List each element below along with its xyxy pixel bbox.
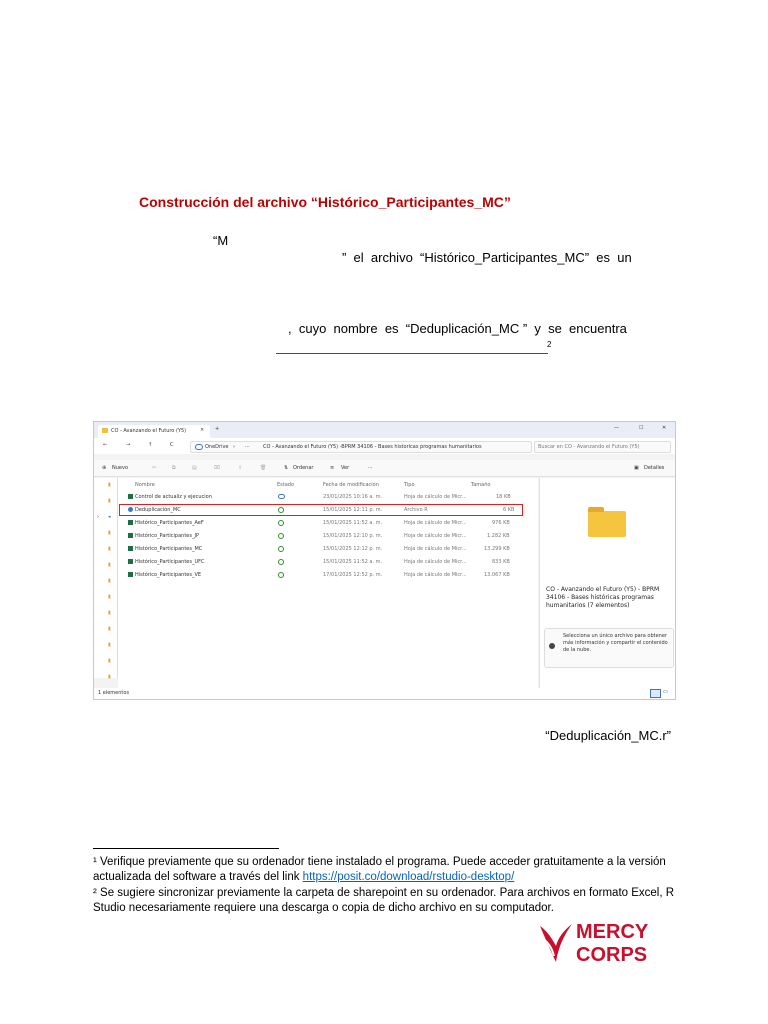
file-name: Histórico_Participantes_MC: [135, 546, 203, 552]
new-button[interactable]: Nuevo: [112, 465, 129, 471]
file-type: Hoja de cálculo de Micr...: [404, 546, 467, 552]
details-button[interactable]: Detalles: [644, 465, 665, 471]
rstudio-download-link[interactable]: https://posit.co/download/rstudio-desktop/: [302, 871, 515, 883]
folder-preview-icon: [588, 511, 626, 537]
file-size: 6 KB: [503, 507, 515, 513]
status-item-count: 1 elementos: [98, 690, 130, 696]
status-bar: [94, 688, 675, 699]
column-header-size[interactable]: Tamaño: [471, 482, 491, 488]
file-type: Hoja de cálculo de Micr...: [404, 572, 467, 578]
explorer-titlebar: [94, 422, 675, 438]
rename-icon[interactable]: ⌧: [214, 465, 220, 471]
back-arrow-icon[interactable]: ←: [103, 442, 108, 448]
details-view-icon[interactable]: [650, 689, 661, 698]
file-type: Hoja de cálculo de Micr...: [404, 494, 467, 500]
synced-check-icon: [278, 559, 284, 565]
excel-file-icon: [128, 533, 133, 538]
search-box[interactable]: [534, 441, 671, 453]
footnote-separator: [93, 848, 279, 849]
file-size: 833 KB: [492, 559, 510, 565]
file-name: Histórico_Participantes_VE: [135, 572, 202, 578]
nav-folder-icon: ▮: [108, 658, 111, 664]
file-row[interactable]: [118, 570, 538, 582]
nav-folder-icon: ▮: [108, 530, 111, 536]
nav-folder-icon: ▮: [108, 498, 111, 504]
excel-file-icon: [128, 559, 133, 564]
file-date: 17/01/2025 12:52 p. m.: [323, 572, 383, 578]
explorer-navbar: [94, 438, 675, 454]
file-type: Hoja de cálculo de Micr...: [404, 533, 467, 539]
tab-close-icon[interactable]: ×: [200, 427, 205, 433]
synced-check-icon: [278, 533, 284, 539]
share-icon[interactable]: ⇪: [238, 465, 243, 471]
file-date: 15/01/2025 12:12 p. m.: [323, 546, 383, 552]
refresh-icon[interactable]: C: [170, 442, 174, 448]
hyperlink-underline: [276, 353, 548, 354]
synced-check-icon: [278, 572, 284, 578]
nav-folder-icon: ▮: [108, 674, 111, 680]
file-date: 15/01/2025 11:52 a. m.: [323, 520, 383, 526]
column-header-status[interactable]: Estado: [277, 482, 295, 488]
more-options-button[interactable]: ···: [368, 465, 373, 471]
nav-folder-icon: ▮: [108, 642, 111, 648]
file-size: 1.282 KB: [487, 533, 510, 539]
up-arrow-icon[interactable]: ↑: [148, 442, 153, 448]
delete-icon[interactable]: 🗑: [260, 465, 267, 471]
onedrive-cloud-icon: [195, 444, 203, 450]
navigation-pane[interactable]: [94, 478, 118, 678]
file-name: Deduplicación_MC: [135, 507, 181, 513]
sort-icon: ⇅: [284, 465, 289, 471]
nav-folder-icon: ▮: [108, 578, 111, 584]
details-info-text: Selecciona un único archivo para obtener más información y compartir el contenido de la nube.: [563, 633, 668, 653]
breadcrumb-separator: ›: [233, 444, 235, 450]
file-row[interactable]: [118, 557, 538, 569]
footnote-2: ² Se sugiere sincronizar previamente la carpeta de sharepoint en su ordenador. Para archivos en formato Excel, R Studio necesariamente requiere una descarga o copia de dicho archivo en su computador.: [93, 887, 675, 914]
file-row[interactable]: [118, 492, 538, 504]
excel-file-icon: [128, 494, 133, 499]
file-size: 976 KB: [492, 520, 510, 526]
view-button[interactable]: Ver: [341, 465, 350, 471]
nav-folder-icon: ▮: [108, 482, 111, 488]
logo-word-corps: CORPS: [576, 944, 648, 966]
details-info-box: [544, 628, 674, 668]
close-window-icon[interactable]: ✕: [662, 425, 667, 431]
address-bar[interactable]: [190, 441, 532, 453]
tiles-view-icon[interactable]: ▭: [663, 689, 668, 695]
file-row[interactable]: [118, 544, 538, 556]
paste-icon[interactable]: ▤: [192, 465, 197, 471]
view-icon: ≡: [330, 465, 335, 471]
cut-icon[interactable]: ✂: [152, 465, 157, 471]
file-list: [118, 478, 538, 688]
file-row[interactable]: [118, 531, 538, 543]
synced-check-icon: [278, 546, 284, 552]
file-name: Histórico_Participantes_JP: [135, 533, 199, 539]
breadcrumb-onedrive[interactable]: OneDrive: [205, 444, 229, 450]
chevron-right-icon[interactable]: ›: [97, 514, 99, 520]
file-type: Archivo R: [404, 507, 428, 513]
paragraph-line-1: “M: [213, 233, 229, 248]
nav-folder-icon: ▮: [108, 546, 111, 552]
file-size: 13.067 KB: [484, 572, 510, 578]
footnote-1: [93, 855, 683, 885]
minimize-icon[interactable]: —: [614, 425, 619, 431]
new-plus-icon: ⊕: [102, 465, 107, 471]
file-name: Histórico_Participantes_UFC: [135, 559, 205, 565]
file-date: 15/01/2025 12:10 p. m.: [323, 533, 383, 539]
folder-icon: [102, 428, 108, 433]
footnote-1-text: ¹ Verifique previamente que su ordenador tiene instalado el programa. Puede acceder gratuitamente a la versión actualizada del software a través del link: [93, 856, 666, 883]
file-date: 15/01/2025 12:11 p. m.: [323, 507, 383, 513]
breadcrumb-more[interactable]: ···: [245, 444, 250, 450]
explorer-toolbar: [94, 460, 675, 477]
selection-highlight-box: [119, 504, 523, 516]
section-heading: Construcción del archivo “Histórico_Participantes_MC”: [139, 194, 511, 210]
details-title: CO - Avanzando el Futuro (Y5) - BPRM 34106 - Bases históricas programas humanitarios (7 elementos): [546, 586, 660, 609]
copy-icon[interactable]: ⧉: [172, 465, 176, 471]
search-placeholder: Buscar en CO - Avanzando el Futuro (Y5): [538, 444, 640, 450]
file-date: 15/01/2025 11:52 a. m.: [323, 559, 383, 565]
explorer-tab[interactable]: [98, 425, 210, 438]
paragraph-line-3: , cuyo nombre es “Deduplicación_MC ” y se encuentra: [288, 321, 627, 336]
column-header-name[interactable]: Nombre: [135, 482, 155, 488]
column-header-date[interactable]: Fecha de modificación: [323, 482, 379, 488]
breadcrumb-path[interactable]: CO - Avanzando el Futuro (Y5) -BPRM 34106 - Bases historicas programas humanitarios: [263, 444, 482, 450]
logo-word-mercy: MERCY: [576, 921, 649, 943]
details-pane: [539, 478, 676, 688]
info-icon: [549, 643, 555, 649]
column-header-type[interactable]: Tipo: [404, 482, 415, 488]
file-explorer-screenshot: [93, 421, 676, 700]
nav-folder-icon: ▮: [108, 610, 111, 616]
file-size: 13.299 KB: [484, 546, 510, 552]
nav-folder-icon: ▮: [108, 594, 111, 600]
file-row[interactable]: [118, 518, 538, 530]
nav-folder-icon: ▮: [108, 626, 111, 632]
tab-title: CO - Avanzando el Futuro (Y5): [111, 428, 187, 434]
new-tab-icon[interactable]: +: [215, 426, 220, 432]
file-caption: “Deduplicación_MC.r”: [545, 728, 671, 743]
cloud-status-icon: [278, 494, 285, 499]
file-size: 18 KB: [496, 494, 511, 500]
file-name: Control de actualiz y ejecucion: [135, 494, 212, 500]
details-pane-icon: ▣: [634, 465, 639, 471]
paragraph-line-2: ” el archivo “Histórico_Participantes_MC” es un: [342, 250, 632, 265]
file-name: Histórico_Participantes_AeF: [135, 520, 204, 526]
synced-check-icon: [278, 520, 284, 526]
footnote-reference-2: 2: [547, 340, 552, 349]
excel-file-icon: [128, 572, 133, 577]
column-header-row: [118, 480, 538, 492]
excel-file-icon: [128, 546, 133, 551]
mercy-corps-emblem-icon: [536, 916, 676, 966]
excel-file-icon: [128, 520, 133, 525]
forward-arrow-icon[interactable]: →: [126, 442, 131, 448]
file-type: Hoja de cálculo de Micr...: [404, 520, 467, 526]
nav-cloud-icon: ◂: [108, 514, 111, 520]
file-date: 23/01/2025 10:16 a. m.: [323, 494, 383, 500]
sort-button[interactable]: Ordenar: [293, 465, 314, 471]
mercy-corps-logo: [536, 916, 676, 966]
maximize-icon[interactable]: ☐: [639, 425, 644, 431]
file-type: Hoja de cálculo de Micr...: [404, 559, 467, 565]
nav-folder-icon: ▮: [108, 562, 111, 568]
